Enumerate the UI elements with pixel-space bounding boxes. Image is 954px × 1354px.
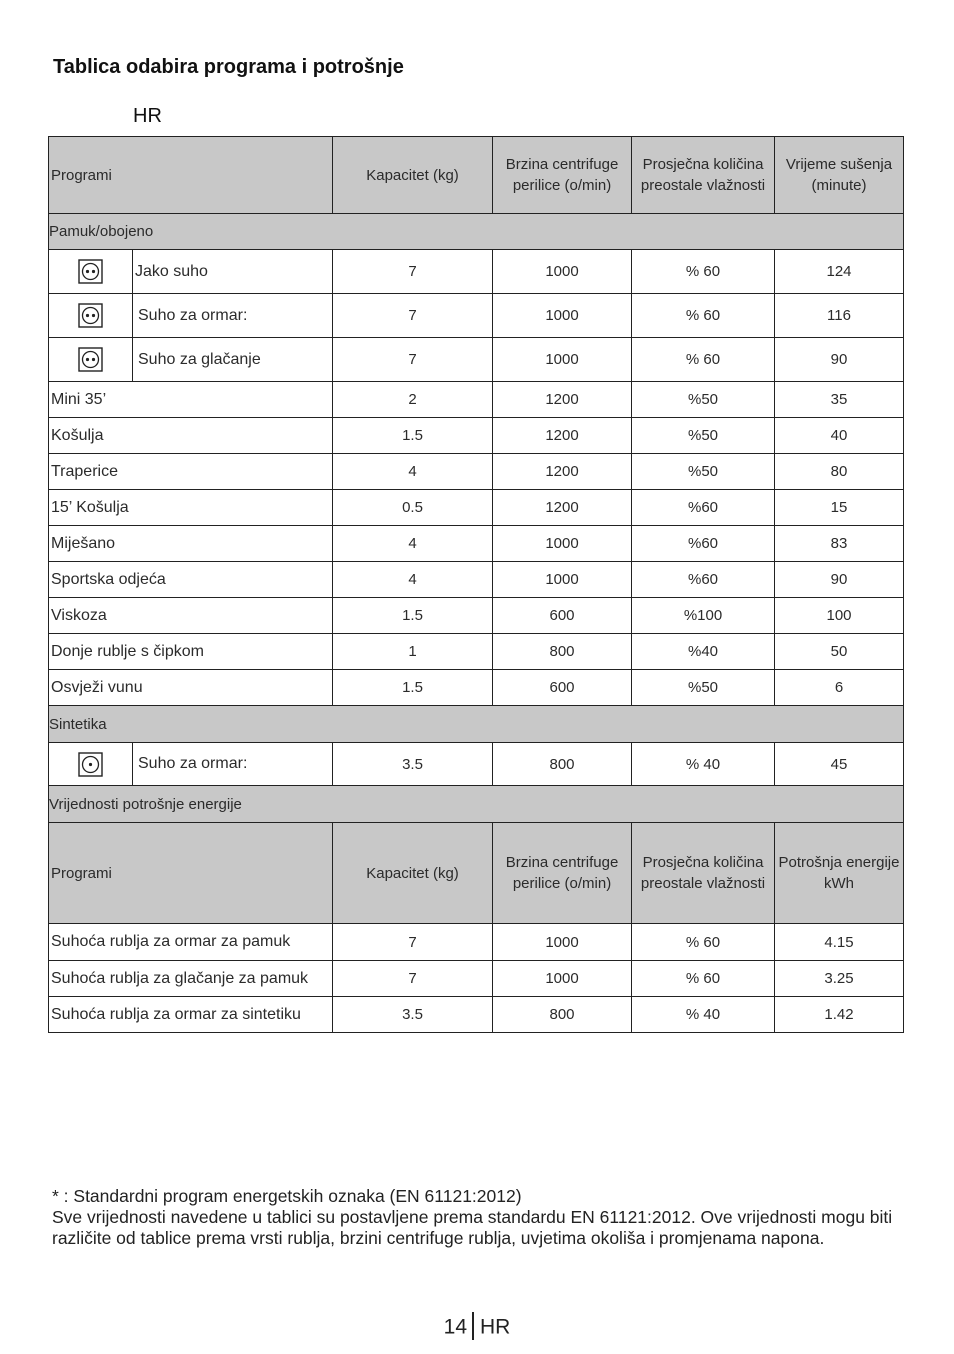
moisture-cell: %50 <box>632 454 775 490</box>
time-cell: 50 <box>775 634 904 670</box>
spin-cell: 1000 <box>493 961 632 997</box>
capacity-cell: 7 <box>333 961 493 997</box>
capacity-cell: 1.5 <box>333 670 493 706</box>
table-row <box>49 961 904 997</box>
table-row <box>49 997 904 1033</box>
spin-cell: 800 <box>493 634 632 670</box>
moisture-cell: %50 <box>632 418 775 454</box>
program-name: Jako suho <box>133 250 333 294</box>
program-name: Viskoza <box>49 598 333 634</box>
page-divider <box>472 1312 474 1340</box>
program-name: Traperice <box>49 454 333 490</box>
icon-cell <box>49 294 133 338</box>
spin-cell: 1200 <box>493 382 632 418</box>
program-name: Suho za glačanje <box>133 338 333 382</box>
time-cell: 100 <box>775 598 904 634</box>
page-title: Tablica odabira programa i potrošnje <box>53 56 404 78</box>
table-row <box>49 924 904 961</box>
time-cell: 6 <box>775 670 904 706</box>
program-name: Mini 35’ <box>49 382 333 418</box>
table-row <box>49 418 904 454</box>
table-row <box>49 670 904 706</box>
footnote-line-1: * : Standardni program energetskih oznaka (EN 61121:2012) <box>52 1186 522 1206</box>
section-energy: Vrijednosti potrošnje energije <box>49 786 904 823</box>
capacity-cell: 0.5 <box>333 490 493 526</box>
capacity-cell: 3.5 <box>333 997 493 1033</box>
capacity-cell: 7 <box>333 338 493 382</box>
section-row <box>49 786 904 823</box>
header-energy: Potrošnja energije kWh <box>775 823 904 924</box>
capacity-cell: 1 <box>333 634 493 670</box>
spin-cell: 1200 <box>493 490 632 526</box>
program-table <box>48 136 904 1033</box>
dry-level-2-dots-icon <box>78 259 103 284</box>
page-number: 14 <box>443 1315 467 1339</box>
dry-level-2-dots-icon <box>78 303 103 328</box>
spin-cell: 1200 <box>493 454 632 490</box>
table-row <box>49 294 904 338</box>
dry-level-1-dot-icon <box>78 752 103 777</box>
capacity-cell: 4 <box>333 562 493 598</box>
header-spin: Brzina centrifuge perilice (o/min) <box>493 137 632 214</box>
moisture-cell: % 60 <box>632 338 775 382</box>
header-programs: Programi <box>49 823 333 924</box>
dry-level-2-dots-icon <box>78 347 103 372</box>
table-row <box>49 338 904 382</box>
capacity-cell: 1.5 <box>333 598 493 634</box>
table-row <box>49 250 904 294</box>
program-name: Donje rublje s čipkom <box>49 634 333 670</box>
program-name: Suho za ormar: <box>133 294 333 338</box>
section-row <box>49 706 904 743</box>
time-cell: 124 <box>775 250 904 294</box>
capacity-cell: 3.5 <box>333 743 493 786</box>
table-row <box>49 382 904 418</box>
program-name: Miješano <box>49 526 333 562</box>
capacity-cell: 4 <box>333 526 493 562</box>
spin-cell: 1000 <box>493 526 632 562</box>
energy-cell: 1.42 <box>775 997 904 1033</box>
header-programs: Programi <box>49 137 333 214</box>
moisture-cell: %100 <box>632 598 775 634</box>
time-cell: 90 <box>775 338 904 382</box>
capacity-cell: 7 <box>333 250 493 294</box>
header-moisture: Prosječna količina preostale vlažnosti <box>632 823 775 924</box>
program-name: Suhoća rublja za glačanje za pamuk <box>49 961 333 997</box>
footnote <box>52 1186 922 1249</box>
program-name: 15’ Košulja <box>49 490 333 526</box>
moisture-cell: %60 <box>632 526 775 562</box>
moisture-cell: %60 <box>632 490 775 526</box>
section-row <box>49 214 904 250</box>
icon-cell <box>49 250 133 294</box>
program-name: Košulja <box>49 418 333 454</box>
section-synthetic: Sintetika <box>49 706 904 743</box>
table-row <box>49 743 904 786</box>
icon-cell <box>49 743 133 786</box>
page-language: HR <box>480 1315 511 1339</box>
moisture-cell: % 40 <box>632 997 775 1033</box>
energy-cell: 3.25 <box>775 961 904 997</box>
time-cell: 45 <box>775 743 904 786</box>
capacity-cell: 7 <box>333 294 493 338</box>
program-name: Osvježi vunu <box>49 670 333 706</box>
spin-cell: 600 <box>493 670 632 706</box>
program-name: Suhoća rublja za ormar za sintetiku <box>49 997 333 1033</box>
header-capacity: Kapacitet (kg) <box>333 823 493 924</box>
page-footer <box>0 1314 954 1342</box>
spin-cell: 800 <box>493 743 632 786</box>
time-cell: 116 <box>775 294 904 338</box>
time-cell: 35 <box>775 382 904 418</box>
spin-cell: 1000 <box>493 562 632 598</box>
language-label: HR <box>133 105 162 127</box>
icon-cell <box>49 338 133 382</box>
moisture-cell: %50 <box>632 382 775 418</box>
spin-cell: 1000 <box>493 250 632 294</box>
moisture-cell: %60 <box>632 562 775 598</box>
moisture-cell: % 60 <box>632 250 775 294</box>
table-header <box>49 137 904 214</box>
spin-cell: 1000 <box>493 338 632 382</box>
table-row <box>49 598 904 634</box>
header-capacity: Kapacitet (kg) <box>333 137 493 214</box>
spin-cell: 800 <box>493 997 632 1033</box>
program-name: Sportska odjeća <box>49 562 333 598</box>
capacity-cell: 4 <box>333 454 493 490</box>
table-header <box>49 823 904 924</box>
section-cotton: Pamuk/obojeno <box>49 214 904 250</box>
capacity-cell: 7 <box>333 924 493 961</box>
moisture-cell: %50 <box>632 670 775 706</box>
moisture-cell: % 60 <box>632 961 775 997</box>
program-name: Suhoća rublja za ormar za pamuk <box>49 924 333 961</box>
footnote-line-2: Sve vrijednosti navedene u tablici su postavljene prema standardu EN 61121:2012. Ove vrijednosti mogu biti različite od tablice prema vrsti rublja, brzini centrifuge rublja, uvjetima okoliša i promjenama napona. <box>52 1207 893 1248</box>
moisture-cell: % 60 <box>632 924 775 961</box>
time-cell: 90 <box>775 562 904 598</box>
capacity-cell: 1.5 <box>333 418 493 454</box>
energy-cell: 4.15 <box>775 924 904 961</box>
time-cell: 40 <box>775 418 904 454</box>
time-cell: 83 <box>775 526 904 562</box>
moisture-cell: % 40 <box>632 743 775 786</box>
program-name: Suho za ormar: <box>133 743 333 786</box>
time-cell: 15 <box>775 490 904 526</box>
table-row <box>49 634 904 670</box>
table-row <box>49 562 904 598</box>
spin-cell: 1200 <box>493 418 632 454</box>
header-time: Vrijeme sušenja (minute) <box>775 137 904 214</box>
capacity-cell: 2 <box>333 382 493 418</box>
header-spin: Brzina centrifuge perilice (o/min) <box>493 823 632 924</box>
table-row <box>49 490 904 526</box>
spin-cell: 1000 <box>493 294 632 338</box>
header-moisture: Prosječna količina preostale vlažnosti <box>632 137 775 214</box>
time-cell: 80 <box>775 454 904 490</box>
spin-cell: 1000 <box>493 924 632 961</box>
spin-cell: 600 <box>493 598 632 634</box>
moisture-cell: %40 <box>632 634 775 670</box>
moisture-cell: % 60 <box>632 294 775 338</box>
table-row <box>49 454 904 490</box>
table-row <box>49 526 904 562</box>
